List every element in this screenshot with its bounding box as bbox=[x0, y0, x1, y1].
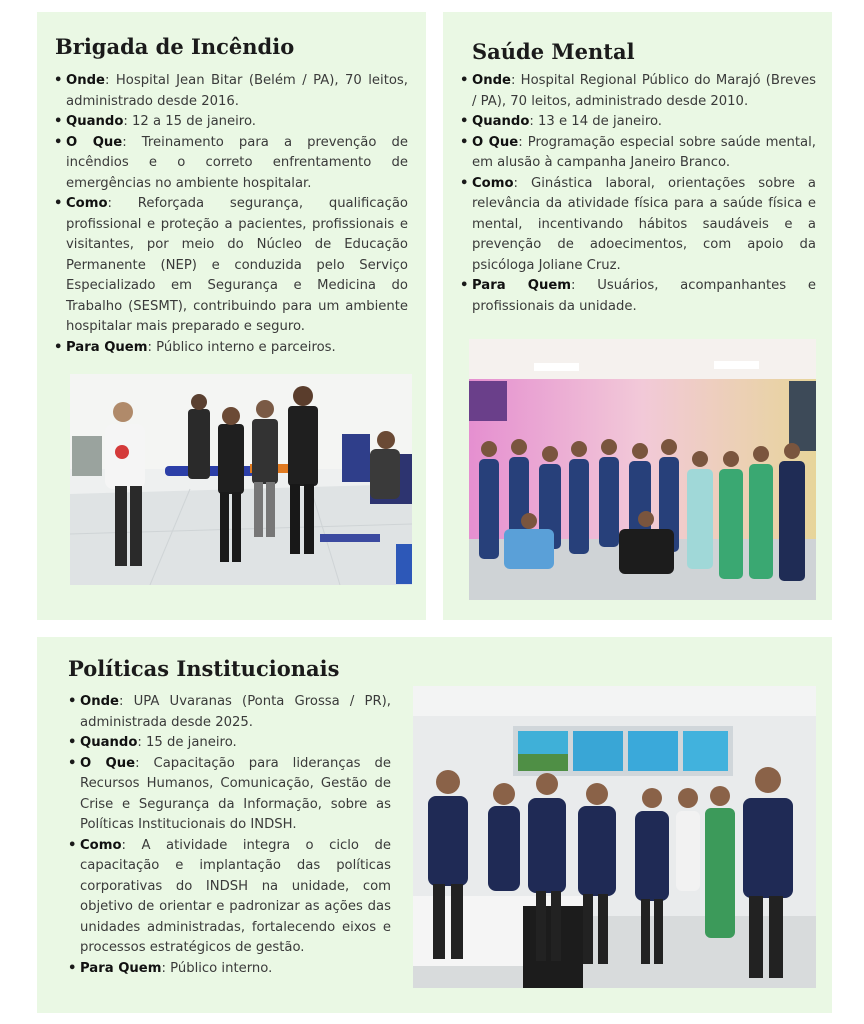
info-list bbox=[459, 71, 816, 317]
list-item-onde: • Onde: Hospital Jean Bitar (Belém / PA), 70 leitos, administrado desde 2016. bbox=[53, 71, 408, 112]
list-item-o-que: • O Que: Treinamento para a prevenção de incêndios e o correto enfrentamento de emergências no ambiente hospitalar. bbox=[53, 133, 408, 195]
item-label: Para Quem bbox=[80, 960, 162, 976]
section-title: Saúde Mental bbox=[472, 39, 635, 64]
item-text: 15 de janeiro. bbox=[146, 735, 237, 750]
list-item-quando: • Quando: 12 a 15 de janeiro. bbox=[53, 112, 408, 133]
item-label: O Que bbox=[472, 134, 519, 150]
list-item-quando: • Quando: 13 e 14 de janeiro. bbox=[459, 112, 816, 133]
item-text: Hospital Regional Público do Marajó (Breves / PA), 70 leitos, administrado desde 2010. bbox=[472, 73, 816, 109]
list-item-quando: • Quando: 15 de janeiro. bbox=[67, 733, 391, 754]
item-label: Onde bbox=[80, 694, 119, 709]
item-label: Para Quem bbox=[66, 339, 148, 355]
item-text: Programação especial sobre saúde mental, em alusão à campanha Janeiro Branco. bbox=[472, 134, 816, 170]
list-item-onde: • Onde: UPA Uvaranas (Ponta Grossa / PR), administrada desde 2025. bbox=[67, 692, 391, 733]
item-label: Para Quem bbox=[472, 278, 572, 293]
item-text: Ginástica laboral, orientações sobre a relevância da atividade física para a saúde física e mental, incentivando hábitos saudáveis e a prevenção de adoecimentos, com apoio da psicóloga Joliane Cruz. bbox=[472, 175, 816, 273]
section-politicas-institucionais bbox=[37, 637, 832, 1013]
section-brigada-de-incendio bbox=[37, 12, 426, 620]
item-text: 13 e 14 de janeiro. bbox=[538, 114, 662, 129]
item-label: Quando bbox=[472, 114, 530, 129]
item-label: Como bbox=[80, 837, 122, 853]
mental-health-group-photo bbox=[469, 339, 816, 600]
list-item-como: • Como: Reforçada segurança, qualificação profissional e proteção a pacientes, profissionais e visitantes, por meio do Núcleo de Educação Permanente (NEP) e conduzida pelo Serviço Especializado em Segurança e Medicina do Trabalho (SESMT), contribuindo para um ambiente hospitalar mais preparado e seguro. bbox=[53, 194, 408, 338]
section-title: Brigada de Incêndio bbox=[55, 34, 295, 59]
list-item-como: • Como: Ginástica laboral, orientações sobre a relevância da atividade física para a saúde física e mental, incentivando hábitos saudáveis e a prevenção de adoecimentos, com apoio da psicóloga Joliane Cruz. bbox=[459, 174, 816, 277]
list-item-o-que: • O Que: Capacitação para lideranças de Recursos Humanos, Comunicação, Gestão de Crise e Segurança da Informação, sobre as Políticas Institucionais do INDSH. bbox=[67, 754, 391, 836]
item-text: Reforçada segurança, qualificação profissional e proteção a pacientes, profissionais e visitantes, por meio do Núcleo de Educação Permanente (NEP) e conduzida pelo Serviço Especializado em Segurança e Medicina do Trabalho (SESMT), contribuindo para um ambiente hospitalar mais preparado e seguro. bbox=[66, 196, 408, 334]
fire-brigade-training-photo bbox=[70, 374, 412, 585]
item-label: O Que bbox=[80, 755, 136, 771]
item-label: Quando bbox=[66, 114, 124, 129]
list-item-onde: • Onde: Hospital Regional Público do Marajó (Breves / PA), 70 leitos, administrado desde 2010. bbox=[459, 71, 816, 112]
list-item-para-quem: • Para Quem: Público interno e parceiros. bbox=[53, 338, 408, 359]
list-item-para-quem: • Para Quem: Usuários, acompanhantes e profissionais da unidade. bbox=[459, 276, 816, 317]
list-item-para-quem: • Para Quem: Público interno. bbox=[67, 959, 391, 980]
item-label: Onde bbox=[472, 73, 511, 88]
list-item-o-que: • O Que: Programação especial sobre saúde mental, em alusão à campanha Janeiro Branco. bbox=[459, 133, 816, 174]
institutional-policies-group-photo bbox=[413, 686, 816, 988]
item-text: Hospital Jean Bitar (Belém / PA), 70 leitos, administrado desde 2016. bbox=[66, 73, 408, 109]
item-text: Público interno e parceiros. bbox=[156, 339, 336, 355]
item-text: 12 a 15 de janeiro. bbox=[132, 114, 256, 129]
item-text: Treinamento para a prevenção de incêndios e o correto enfrentamento de emergências no ambiente hospitalar. bbox=[66, 134, 408, 191]
list-item-como: • Como: A atividade integra o ciclo de capacitação e implantação das políticas corporativas do INDSH na unidade, com objetivo de orientar e padronizar as ações das unidades administradas, fortalecendo eixos e processos estratégicos de gestão. bbox=[67, 836, 391, 959]
item-text: Capacitação para lideranças de Recursos Humanos, Comunicação, Gestão de Crise e Segurança da Informação, sobre as Políticas Institucionais do INDSH. bbox=[80, 755, 391, 832]
item-text: Público interno. bbox=[170, 960, 273, 976]
item-label: O Que bbox=[66, 134, 123, 150]
item-text: UPA Uvaranas (Ponta Grossa / PR), administrada desde 2025. bbox=[80, 694, 391, 730]
item-text: A atividade integra o ciclo de capacitação e implantação das políticas corporativas do INDSH na unidade, com objetivo de orientar e padronizar as ações das unidades administradas, fortalecendo eixos e processos estratégicos de gestão. bbox=[80, 837, 391, 955]
section-saude-mental bbox=[443, 12, 832, 620]
item-label: Quando bbox=[80, 735, 138, 750]
item-label: Como bbox=[472, 175, 514, 191]
info-list bbox=[67, 692, 391, 979]
item-label: Onde bbox=[66, 73, 105, 88]
item-label: Como bbox=[66, 196, 108, 211]
info-list bbox=[53, 71, 408, 358]
item-text: Usuários, acompanhantes e profissionais da unidade. bbox=[472, 278, 816, 314]
section-title: Políticas Institucionais bbox=[68, 656, 340, 681]
